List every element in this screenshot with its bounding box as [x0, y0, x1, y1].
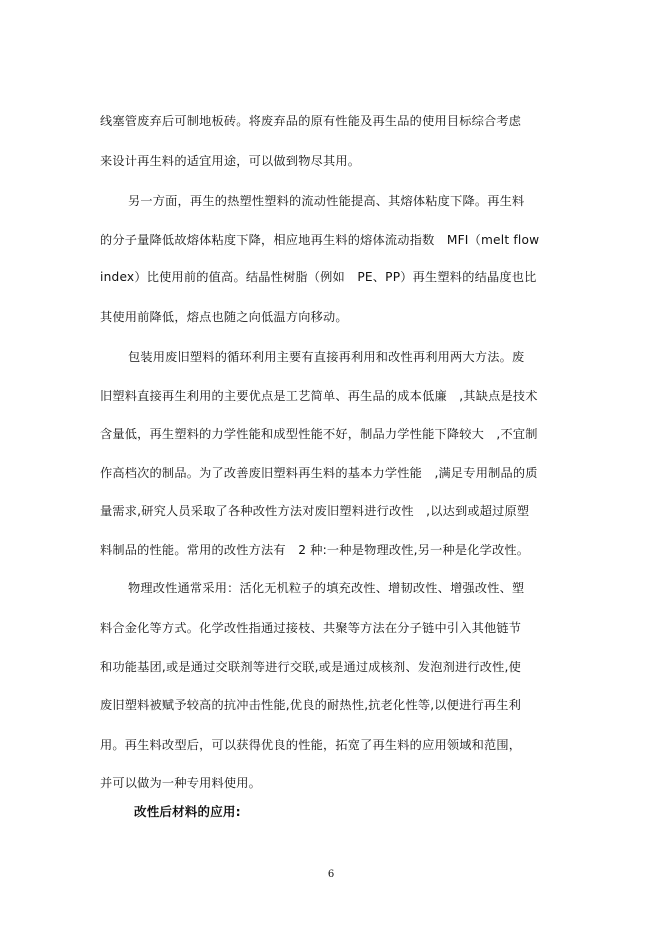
text-line-10: 作高档次的制品。为了改善废旧塑料再生料的基本力学性能 ,满足专用制品的质: [100, 466, 538, 480]
text-line-6: 其使用前降低，熔点也随之向低温方向移动。: [100, 310, 348, 324]
text-line-7: 包装用废旧塑料的循环利用主要有直接再利用和改性再利用两大方法。废: [128, 350, 525, 364]
section-heading: 改性后材料的应用:: [134, 804, 241, 819]
page-number: 6: [327, 869, 335, 880]
text-line-11: 量需求,研究人员采取了各种改性方法对废旧塑料进行改性 ,以达到或超过原塑: [100, 504, 530, 518]
text-line-5: index）比使用前的值高。结晶性树脂（例如 PE、PP）再生塑料的结晶度也比: [100, 270, 537, 284]
text-line-18: 并可以做为一种专用料使用。: [100, 776, 262, 790]
text-line-14: 料合金化等方式。化学改性指通过接枝、共聚等方法在分子链中引入其他链节: [100, 621, 522, 635]
text-line-13: 物理改性通常采用：活化无机粒子的填充改性、增韧改性、增强改性、塑: [128, 581, 525, 595]
text-line-9: 含量低，再生塑料的力学性能和成型性能不好，制品力学性能下降较大 ,不宜制: [100, 427, 538, 441]
text-line-4: 的分子量降低故熔体粘度下降，相应地再生料的熔体流动指数 MFI（melt flow: [100, 233, 540, 247]
text-line-2: 来设计再生料的适宜用途，可以做到物尽其用。: [100, 154, 361, 168]
text-line-1: 线塞管废弃后可制地板砖。将废弃品的原有性能及再生品的使用目标综合考虑: [100, 114, 522, 128]
text-line-16: 废旧塑料被赋予较高的抗冲击性能,优良的耐热性,抗老化性等,以便进行再生利: [100, 698, 522, 712]
text-line-17: 用。再生料改型后，可以获得优良的性能，拓宽了再生料的应用领域和范围，: [100, 738, 522, 752]
text-line-8: 旧塑料直接再生利用的主要优点是工艺简单、再生品的成本低廉 ,其缺点是技术: [100, 389, 538, 403]
text-line-12: 料制品的性能。常用的改性方法有 2 种:一种是物理改性,另一种是化学改性。: [100, 543, 530, 557]
text-line-3: 另一方面，再生的热塑性塑料的流动性能提高、其熔体粘度下降。再生料: [128, 194, 525, 208]
text-line-15: 和功能基团,或是通过交联剂等进行交联,或是通过成核剂、发泡剂进行改性,使: [100, 660, 522, 674]
